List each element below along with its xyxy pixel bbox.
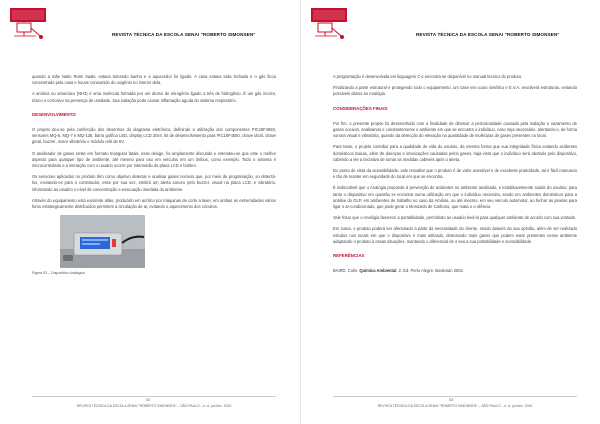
left-body <box>32 74 276 276</box>
gas-analyzer-device-icon <box>60 215 145 268</box>
magazine-title: REVISTA TÉCNICA DA ESCOLA SENAI "ROBERTO SIMONSEN" <box>112 32 256 37</box>
paragraph: A programação é desenvolvida em linguagem C e encontra-se disponível no manual técnico do produto. <box>333 74 523 79</box>
paragraph: O analisador de gases emite em formato triangular fatais, esse design, foi amplamente discutido e entendeu-se que este o melhor aspecto para qualquer tipo de ambiente, até mesmo para uso em veículos em um ônibus, como exemplo. Todo o sistema é microcontrolado e a interação com o usuário ocorre por intermédio da placa LCD e botões. <box>32 150 276 169</box>
paragraph: Finalizando a parte estrutural e protegendo todo o equipamento, um case em couro sintético e E.V.A. envolverá estruturas, evitando possíveis danos ao Analógia. <box>333 85 577 97</box>
paragraph: Por fim, o presente projeto foi desenvolvido com a finalidade de diminuir a periculosidade causada pela inalação e vazamento de gases nocivos, analisando e constantemente o ambiente em que se encontra o indivíduo, caso seja necessário, alertando-o, de forma sonora visual e vibratória, quando da detecção do elevação na quantidade de moléculas de gases presentes no local. <box>333 120 577 139</box>
paragraph: Do ponto de vista da acessibilidade, vale ressaltar que o produto é de valor acessível e de excelente praticidade, tal é fácil manuseio e tão de manter em seguridade do local em que se encontra. <box>333 168 577 180</box>
magazine-logo-icon <box>311 8 347 44</box>
section-title-desenvolvimento: DESENVOLVIMENTO <box>32 111 76 117</box>
paragraph: Através do equipamento está existente altas, produzido em acrílico por máquinas de corte a laser, em ambas as extremidades vários furos estrategicamente distribuídos permitem a circulação de ar, evitando o aquecimento dos circuitos. <box>32 197 276 210</box>
magazine-logo-icon <box>10 8 46 44</box>
section-title-consideracoes: CONSIDERAÇÕES FINAIS <box>333 105 388 111</box>
right-header <box>311 8 591 48</box>
paragraph: Em suma, o produto poderá ser aferionado a partir da necessidade do cliente, sendo através da sua opinião, além de ser realizado estudos nos locais em que o dispositivo é mais utilizado, detectando mais gases que podem estar presentes nesse ambiente adaptando o produto à essas situações, mantendo o diferencial de o seu a sua portabilidade e acessibilidade. <box>333 226 577 244</box>
right-body <box>333 74 577 279</box>
section-title-referencias: REFERÊNCIAS <box>333 253 365 259</box>
figure-caption: Figura 03 – Dispositivo Analógico <box>32 271 86 276</box>
paragraph: A amônia ou amoníaco (NH3) é uma molécula formada por um átomo de nitrogênio ligado a três de hidrogênio. É um gás incolor, tóxico e corrosivo na presença de umidade. Sua inalação pode causar inflamação aguda do sistema respiratório. <box>32 91 276 103</box>
paragraph: O projeto deu-se pela confecção dos desenhos do diagrama eletrônico, definindo a utilização dos componentes PIC18F4550, sensores MQ-5, MQ-7 e MQ-135, barra gráfica LED, display LCD 20x4, kit de desenvolvimento para PIC18F4550, chave táctil, chave geral, buzzer, motor vibratório e módulo relé de 5V. <box>32 127 276 145</box>
paragraph: É indiscutível que o Analógia proponde à prevenção de acidentes no ambiente analisado, e indubitavelmente saúde do usuário, para tanto o dispositivo em questão se encontra numa utilização em que o indivíduo necessita, sendo em ambientes domésticos para a análise do GLP, em ambientes de trabalho no caso da Amônia, ou até mesmo, em seu veículo automotor, ao fechar as janelas para ligar o ar-condicionado, que pode gerar o Monóxido de Carbono, que mata o o silêncio. <box>333 185 577 210</box>
right-page <box>300 0 600 424</box>
reference-details: , 2. Ed. Porto Alegre. Bookman 2002. <box>396 268 464 274</box>
page-footer: REVISTA TÉCNICA DA ESCOLA SENAI "ROBERTO SIMONSEN" – SÃO PAULO – n. A, jul./dez. 2019 <box>377 404 533 408</box>
device-photo <box>60 215 145 268</box>
paragraph: Os sensores aplicados no produto têm como objetivo detectar e analisar gases nocivos que, por meio de programação, so detectá-los, enviando-os para o controlador, esse por sua vez, emitirá um alerta sonoro pelo buzzer, visual na placa LCD, e vibratório, informando ao usuário o nível de concentração e evacuação imediata do ambiente. <box>32 174 276 192</box>
page-number: 52 <box>146 398 151 402</box>
paragraph: Para tanto, o projeto contribui para a qualidade de vida do usuário, da mesma forma que sua integridade física evitando acidentes domésticos baixas, além de doenças e intoxicações causadas pelos gases, haja vista que o indivíduo será alertado pelo dispositivo, cabendo a ele a iniciativa de tomar as medidas cabíveis após o alerta. <box>333 144 577 162</box>
paragraph: Vale frisar que o Analógia favorece a portabilidade, permitindo ao usuário levá-lo para qualquer ambiente de acordo com sua vontade. <box>333 215 577 221</box>
reference-entry <box>333 268 577 274</box>
magazine-title: REVISTA TÉCNICA DA ESCOLA SENAI "ROBERTO SIMONSEN" <box>416 32 560 37</box>
footer-divider <box>32 396 276 397</box>
paragraph: quando a mãe Natie Rumi Saaki, estava tomando banho e a aquecedor foi ligado. A casa estava toda fechada e o gás ficou concentrado pela casa e houve consumido do oxigênio no interior dela. <box>32 74 276 86</box>
page-footer: REVISTA TÉCNICA DA ESCOLA SENAI "ROBERTO SIMONSEN" – SÃO PAULO – n. A, jul./dez. 2019 <box>76 404 232 408</box>
left-header <box>10 8 290 48</box>
page-number: 53 <box>449 398 454 402</box>
reference-author: BAIRD, Colin. <box>333 268 359 274</box>
reference-book-title: Química Ambiental <box>359 268 397 274</box>
footer-divider <box>333 396 577 397</box>
